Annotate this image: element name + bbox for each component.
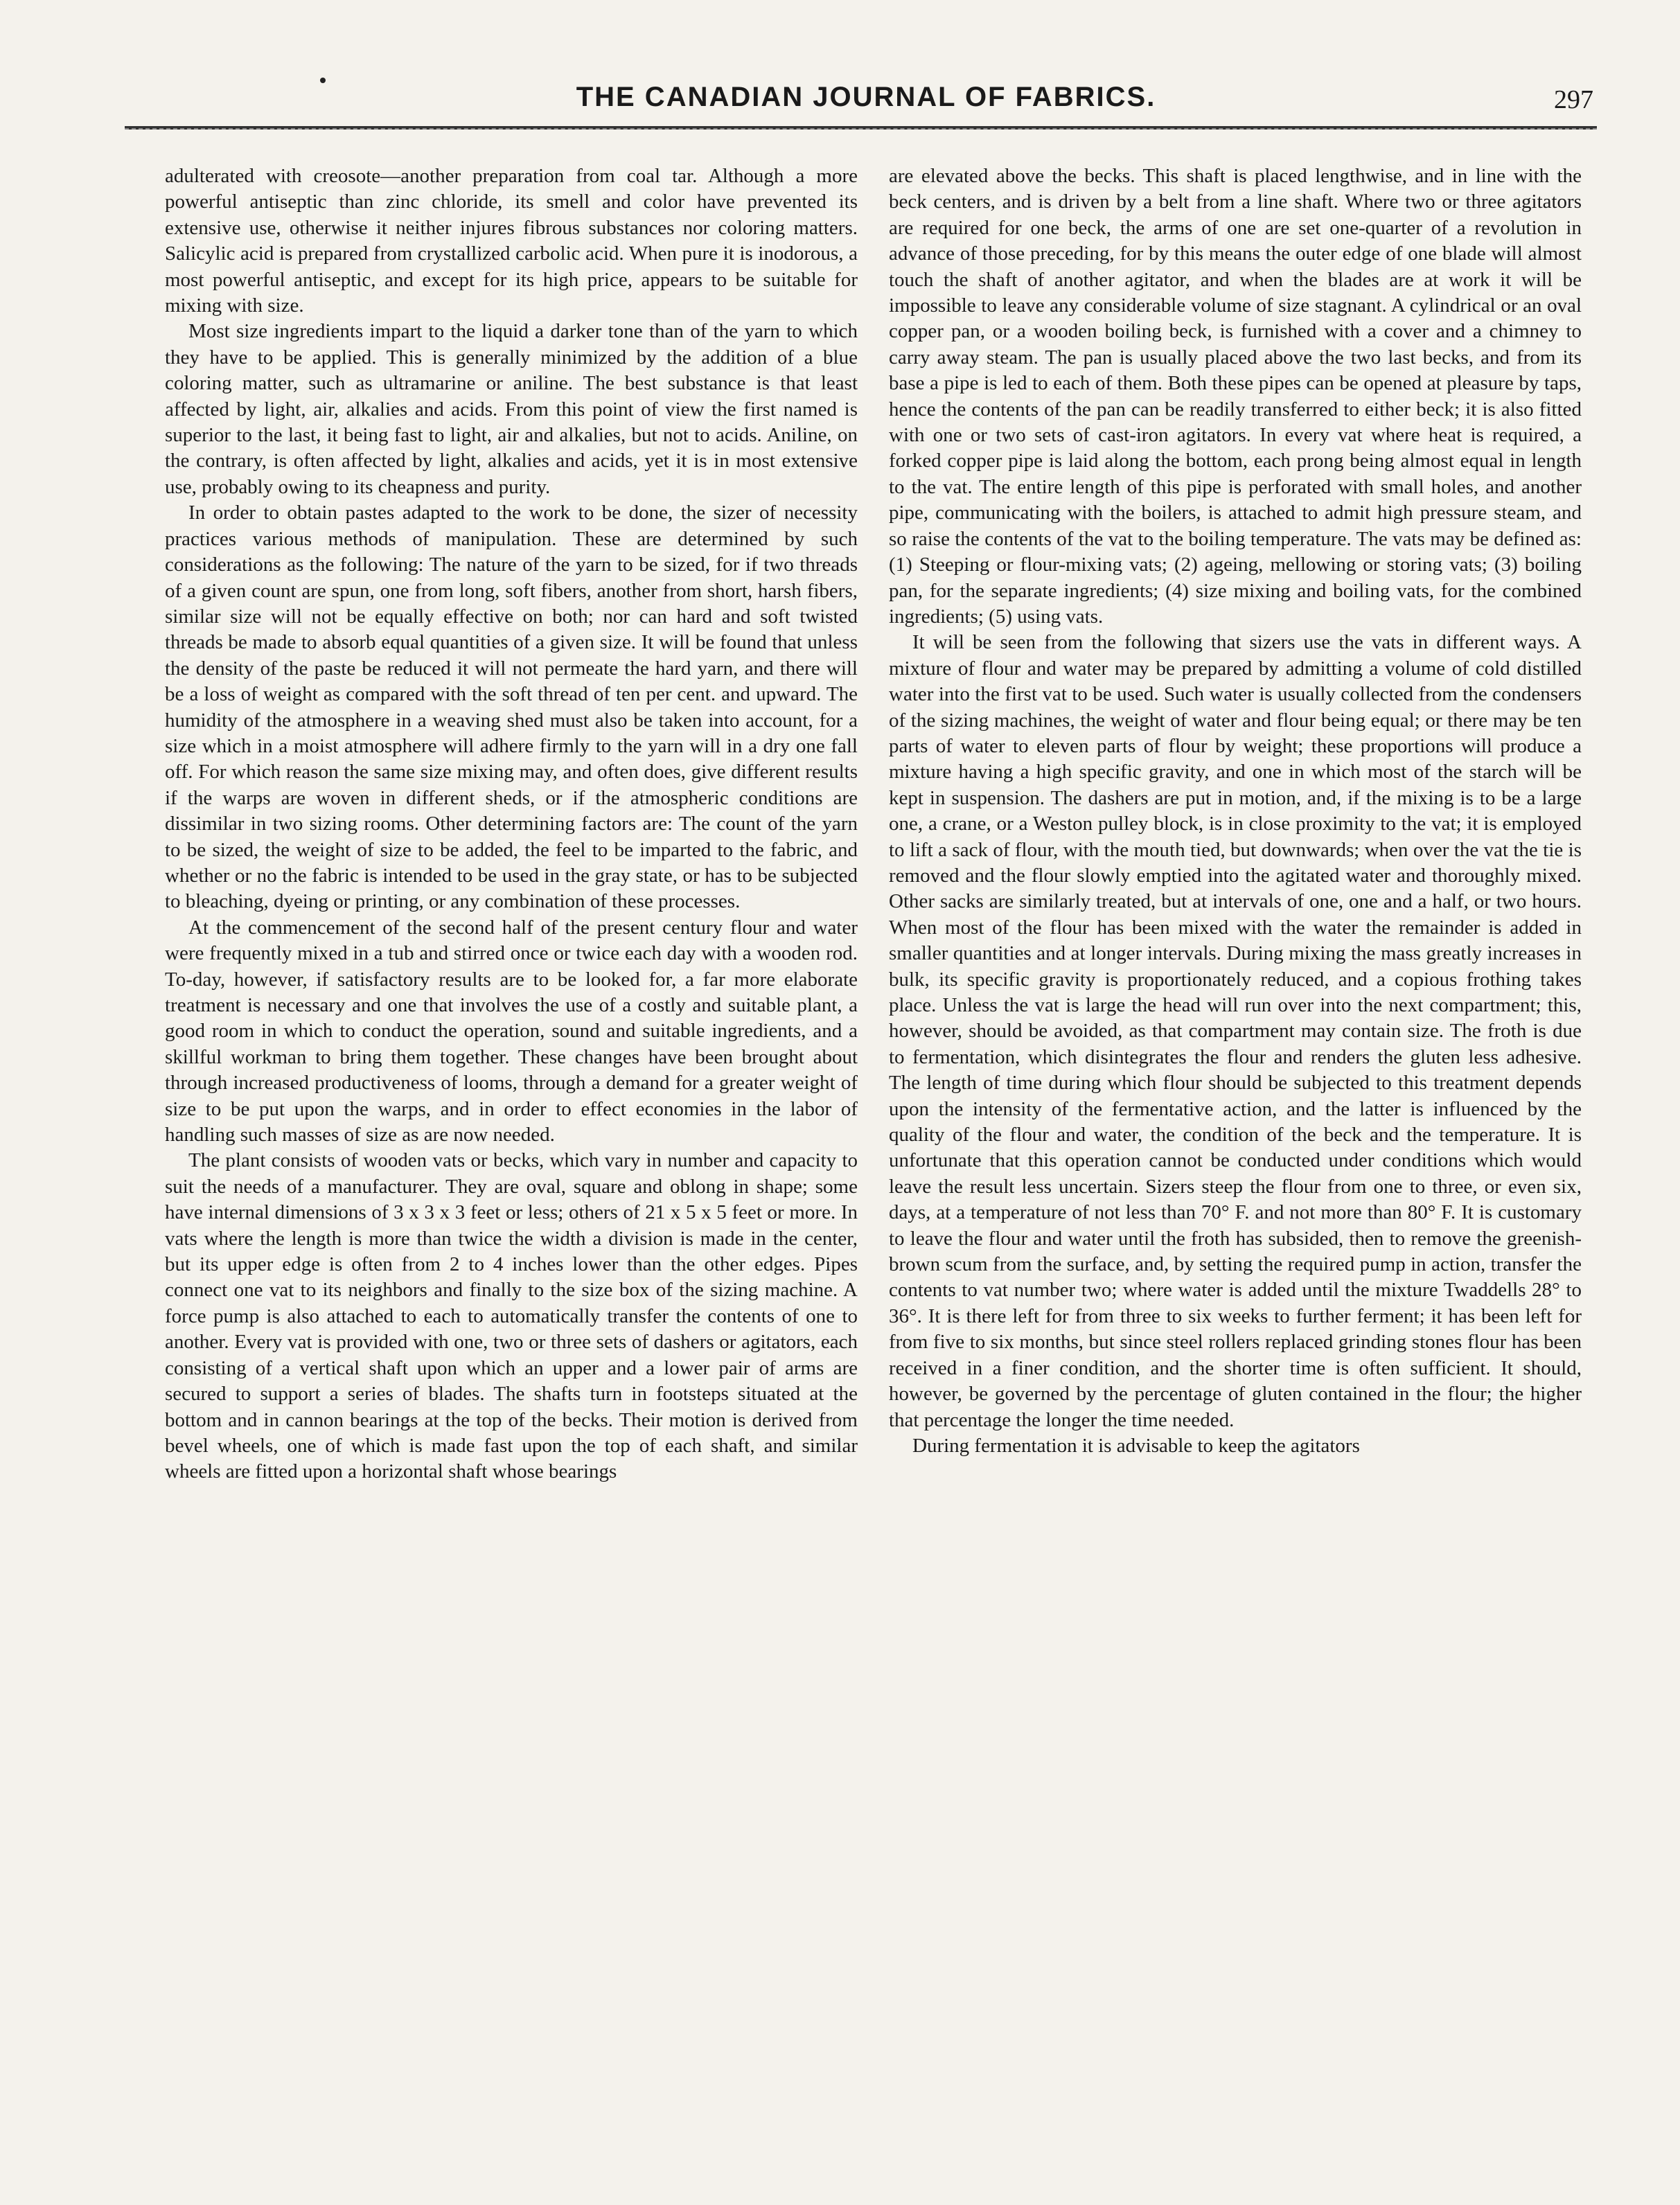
page-number: 297 [1554, 85, 1593, 114]
left-column [165, 163, 858, 2166]
paragraph: In order to obtain pastes adapted to the work to be done, the sizer of necessity practices various methods of manipulation. These are determined by such considerations as the following: The nature of the yarn to be sized, for if two threads of a given count are spun, one from long, soft fibers, another from short, harsh fibers, similar size will not be equally effective on both; nor can hard and soft twisted threads be made to absorb equal quantities of a given size. It will be found that unless the density of the paste be reduced it will not permeate the hard yarn, and there will be a loss of weight as compared with the soft thread of ten per cent. and upward. The humidity of the atmosphere in a weaving shed must also be taken into account, for a size which in a moist atmosphere will adhere firmly to the yarn will in a dry one fall off. For which reason the same size mixing may, and often does, give different results if the warps are woven in different sheds, or if the atmospheric conditions are dissimilar in two sizing rooms. Other determining factors are: The count of the yarn to be sized, the weight of size to be added, the feel to be imparted to the fabric, and whether or no the fabric is intended to be used in the gray state, or has to be subjected to bleaching, dyeing or printing, or any combination of these processes. [165, 502, 858, 913]
header-rule [125, 126, 1597, 130]
paragraph: adulterated with creosote—another preparation from coal tar. Although a more powerful antiseptic than zinc chloride, its smell and color have prevented its extensive use, otherwise it neither injures fibrous substances nor coloring matters. Salicylic acid is prepared from crystallized carbolic acid. When pure it is inodorous, a most powerful antiseptic, and except for its high price, appears to be suitable for mixing with size. [165, 165, 858, 317]
paragraph: are elevated above the becks. This shaft is placed lengthwise, and in line with the beck centers, and is driven by a belt from a line shaft. Where two or three agitators are required for one beck, the arms of one are set one-quarter of a revolution in advance of those preceding, for by this means the outer edge of one blade will almost touch the shaft of another agitator, and when the blades are at work it will be impossible to leave any considerable volume of size stagnant. A cylindrical or an oval copper pan, or a wooden boiling beck, is furnished with a cover and a chimney to carry away steam. The pan is usually placed above the two last becks, and from its base a pipe is led to each of them. Both these pipes can be opened at pleasure by taps, hence the contents of the pan can be readily transferred to either beck; it is also fitted with one or two sets of cast-iron agitators. In every vat where heat is required, a forked copper pipe is laid along the bottom, each prong being almost equal in length to the vat. The entire length of this pipe is perforated with small holes, and another pipe, communicating with the boilers, is attached to admit high pressure steam, and so raise the contents of the vat to the boiling temperature. The vats may be defined as: (1) Steeping or flour-mixing vats; (2) ageing, mellowing or storing vats; (3) boiling pan, for the separate ingredients; (4) size mixing and boiling vats, for the combined ingredients; (5) using vats. [889, 165, 1582, 628]
paragraph: The plant consists of wooden vats or becks, which vary in number and capacity to suit the needs of a manufacturer. They are oval, square and oblong in shape; some have internal dimensions of 3 x 3 x 3 feet or less; others of 21 x 5 x 5 feet or more. In vats where the length is more than twice the width a division is made in the center, but its upper edge is often from 2 to 4 inches lower than the other edges. Pipes connect one vat to its neighbors and finally to the size box of the sizing machine. A force pump is also attached to each to automatically transfer the contents of one to another. Every vat is provided with one, two or three sets of dashers or agitators, each consisting of a vertical shaft upon which an upper and a lower pair of arms are secured to support a series of blades. The shafts turn in footsteps situated at the bottom and in cannon bearings at the top of the becks. Their motion is derived from bevel wheels, one of which is made fast upon the top of each shaft, and similar wheels are fitted upon a horizontal shaft whose bearings [165, 1149, 858, 1483]
paragraph: Most size ingredients impart to the liquid a darker tone than of the yarn to which they have to be applied. This is generally minimized by the addition of a blue coloring matter, such as ultramarine or aniline. The best substance is that least affected by light, air, alkalies and acids. From this point of view the first named is superior to the last, it being fast to light, air and alkalies, but not to acids. Aniline, on the contrary, is often affected by light, alkalies and acids, yet it is in most extensive use, probably owing to its cheapness and purity. [165, 320, 858, 498]
right-column [889, 163, 1582, 1459]
running-header [139, 82, 1593, 123]
paragraph: During fermentation it is advisable to keep the agitators [912, 1434, 1360, 1457]
paragraph: At the commencement of the second half of the present century flour and water were frequently mixed in a tub and stirred once or twice each day with a wooden rod. To-day, however, if satisfactory results are to be looked for, a far more elaborate treatment is necessary and one that involves the use of a costly and suitable plant, a good room in which to conduct the operation, sound and suitable ingredients, and a skillful workman to bring them together. These changes have been brought about through increased productiveness of looms, through a demand for a greater weight of size to be put upon the warps, and in order to effect economies in the labor of handling such masses of size as are now needed. [165, 916, 858, 1146]
journal-title: THE CANADIAN JOURNAL OF FABRICS. [576, 82, 1156, 112]
paragraph: It will be seen from the following that sizers use the vats in different ways. A mixture of flour and water may be prepared by admitting a volume of cold distilled water into the first vat to be used. Such water is usually collected from the condensers of the sizing machines, the weight of water and flour being equal; or there may be ten parts of water to eleven parts of flour by weight; these proportions will produce a mixture having a high specific gravity, and one in which most of the starch will be kept in suspension. The dashers are put in motion, and, if the mixing is to be a large one, a crane, or a Weston pulley block, is in close proximity to the vat; it is employed to lift a sack of flour, with the mouth tied, but downwards; when over the vat the tie is removed and the flour slowly emptied into the agitated water and thoroughly mixed. Other sacks are similarly treated, but at intervals of one, one and a half, or two hours. When most of the flour has been mixed with the water the remainder is added in smaller quantities and at longer intervals. During mixing the mass greatly increases in bulk, its specific gravity is proportionately reduced, and a copious frothing takes place. Unless the vat is large the head will run over into the next compartment; this, however, should be avoided, as that compartment may contain size. The froth is due to fermentation, which disintegrates the flour and renders the gluten less adhesive. The length of time during which flour should be subjected to this treatment depends upon the intensity of the fermentative action, and the latter is influenced by the quality of the flour and water, the condition of the beck and the temperature. It is unfortunate that this operation cannot be conducted under conditions which would leave the result less uncertain. Sizers steep the flour from one to three, or even six, days, at a temperature of not less than 70° F. and not more than 80° F. It is customary to leave the flour and water until the froth has subsided, then to remove the greenish-brown scum from the surface, and, by setting the required pump in action, transfer the contents to vat number two; where water is added until the mixture Twaddells 28° to 36°. It is there left for from three to six weeks to further ferment; it has been left for from five to six months, but since steel rollers replaced grinding stones flour has been received in a finer condition, and the shorter time is often sufficient. It should, however, be governed by the percentage of gluten contained in the flour; the higher that percentage the longer the time needed. [889, 631, 1582, 1431]
